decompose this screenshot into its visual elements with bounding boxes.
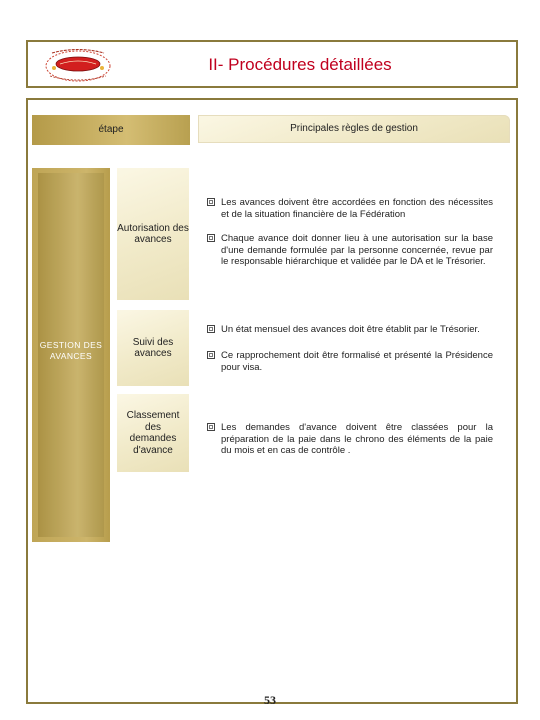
checkbox-bullet-icon [207, 423, 215, 431]
rule-text: Les avances doivent être accordées en fonction des nécessites et de la situation financière de la Fédération [221, 197, 493, 220]
rule-text: Ce rapprochement doit être formalisé et présenté la Présidence pour visa. [221, 350, 493, 373]
step-box [117, 394, 189, 472]
column-header-principales: Principales règles de gestion [198, 115, 510, 143]
rule-text: Un état mensuel des avances doit être établit par le Trésorier. [221, 324, 480, 335]
column-header-etape: étape [32, 115, 190, 145]
rule-text: Chaque avance doit donner lieu à une autorisation sur la base d'une demande formulée par la personne concernée, revue par le responsable hiérarchique et validée par le DA et le Trésorier. [221, 233, 493, 267]
checkbox-bullet-icon [207, 325, 215, 333]
page-number: 53 [264, 693, 276, 707]
page-title: II- Procédures détaillées [208, 55, 392, 74]
rule-text: Les demandes d'avance doivent être classées pour la préparation de la paie dans le chrono des éléments de la paie du mois et en cas de contrôle . [221, 422, 493, 456]
checkbox-bullet-icon [207, 234, 215, 242]
step-box [117, 310, 189, 386]
checkbox-bullet-icon [207, 351, 215, 359]
step-label: Classement des demandes d'avance [126, 410, 180, 456]
step-box [117, 168, 189, 300]
rules-list [199, 166, 511, 558]
step-label: Autorisation des avances [117, 222, 189, 245]
checkbox-bullet-icon [207, 198, 215, 206]
section-label: GESTION DES AVANCES [39, 340, 103, 361]
logo-emblem [40, 44, 116, 84]
step-label: Suivi des avances [132, 336, 174, 359]
